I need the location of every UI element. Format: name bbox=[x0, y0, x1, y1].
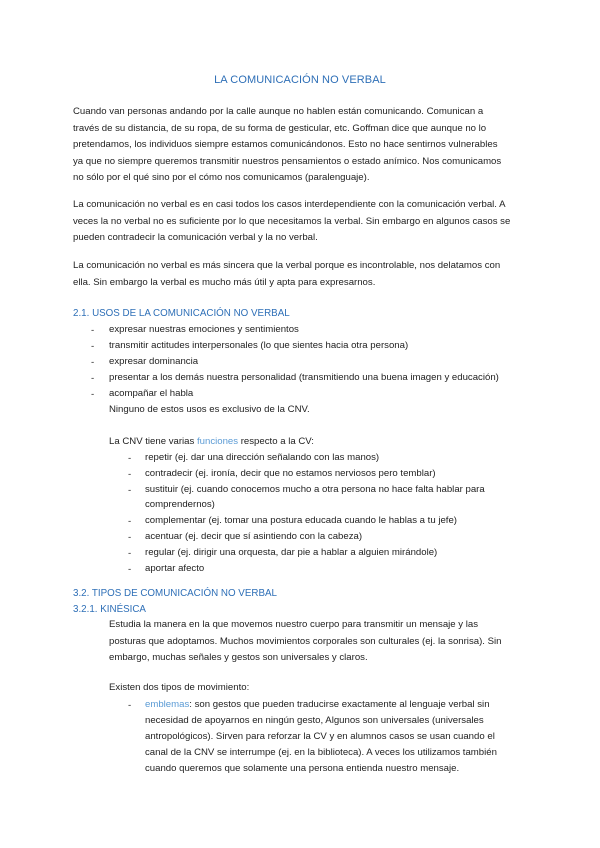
text-line: necesidad de apoyarnos en ningún gesto, Algunos son universales (universales bbox=[145, 715, 484, 726]
functions-intro bbox=[109, 434, 314, 450]
bullet-dash: - bbox=[91, 389, 95, 400]
list-item: aportar afecto bbox=[145, 563, 205, 574]
list-item-emblemas bbox=[145, 697, 490, 713]
bullet-dash: - bbox=[91, 341, 95, 352]
paragraph-3 bbox=[73, 258, 533, 291]
bullet-dash: - bbox=[91, 357, 95, 368]
text-line: canal de la CNV se interrumpe (ej. en la biblioteca). A veces los utilizamos también bbox=[145, 747, 497, 758]
bullet-dash: - bbox=[128, 700, 132, 711]
section-heading-3-2: 3.2. TIPOS DE COMUNICACIÓN NO VERBAL bbox=[73, 588, 277, 599]
paragraph-2 bbox=[73, 197, 533, 247]
bullet-dash: - bbox=[128, 548, 132, 559]
emblemas-keyword: emblemas bbox=[145, 699, 190, 710]
section-heading-2-1: 2.1. USOS DE LA COMUNICACIÓN NO VERBAL bbox=[73, 308, 290, 319]
text-line: ya que no siempre queremos transmitir nuestros pensamientos o estado anímico. Nos comunicamos bbox=[73, 155, 502, 167]
text-line: cuando queremos que solamente una persona entienda nuestro mensaje. bbox=[145, 763, 460, 774]
kinesica-paragraph bbox=[109, 617, 539, 667]
bullet-dash: - bbox=[128, 516, 132, 527]
bullet-dash: - bbox=[91, 325, 95, 336]
list-item: expresar nuestras emociones y sentimientos bbox=[109, 324, 299, 335]
list-item: transmitir actitudes interpersonales (lo que sientes hacia otra persona) bbox=[109, 340, 409, 351]
text-line: La comunicación no verbal es en casi todos los casos interdependiente con la comunicación verbal. A bbox=[73, 199, 506, 210]
bullet-dash: - bbox=[128, 453, 132, 464]
list-item: repetir (ej. dar una dirección señalando con las manos) bbox=[145, 452, 380, 463]
text-line: : son gestos que pueden traducirse exactamente al lenguaje verbal sin bbox=[189, 699, 490, 710]
list-item: acompañar el habla bbox=[109, 388, 194, 399]
list-item: contradecir (ej. ironía, decir que no estamos nerviosos pero temblar) bbox=[145, 468, 436, 479]
list-item-continuation: comprendernos) bbox=[145, 499, 215, 510]
text-line: no sólo por el qué sino por el cómo nos comunicamos (paralenguaje). bbox=[73, 172, 370, 184]
note-text: Ninguno de estos usos es exclusivo de la CNV. bbox=[109, 404, 310, 415]
list-item: presentar a los demás nuestra personalidad (transmitiendo una buena imagen y educación) bbox=[109, 372, 499, 383]
text-line: embargo, muchas señales y gestos son universales y claros. bbox=[109, 652, 368, 664]
text-line: veces la no verbal no es suficiente por lo que necesitamos la verbal. Sin embargo en algunos casos se bbox=[73, 215, 511, 227]
bullet-dash: - bbox=[91, 373, 95, 384]
bullet-dash: - bbox=[128, 564, 132, 575]
intro-paragraph bbox=[73, 104, 533, 187]
functions-pre: La CNV tiene varias bbox=[109, 436, 197, 447]
bullet-dash: - bbox=[128, 485, 132, 496]
list-item: acentuar (ej. decir que sí asintiendo con la cabeza) bbox=[145, 531, 363, 542]
list-item: sustituir (ej. cuando conocemos mucho a otra persona no hace falta hablar para bbox=[145, 484, 485, 495]
page-title: LA COMUNICACIÓN NO VERBAL bbox=[214, 74, 386, 86]
list-item: complementar (ej. tomar una postura educada cuando le hablas a tu jefe) bbox=[145, 515, 457, 526]
list-item: regular (ej. dirigir una orquesta, dar pie a hablar a alguien mirándole) bbox=[145, 547, 438, 558]
text-line: posturas que adoptamos. Muchos movimientos corporales son culturales (ej. la sonrisa). Sin bbox=[109, 635, 502, 647]
text-line: través de su distancia, de su ropa, de su forma de gesticular, etc. Goffman dice que aunque no lo bbox=[73, 122, 487, 134]
functions-keyword: funciones bbox=[196, 436, 239, 447]
text-line: Estudia la manera en la que movemos nuestro cuerpo para transmitir un mensaje y las bbox=[109, 619, 479, 630]
text-line: antropológicos). Sirven para reforzar la CV y en alumnos casos se usan cuando el bbox=[145, 731, 495, 742]
list-item: expresar dominancia bbox=[109, 356, 199, 367]
functions-post: respecto a la CV: bbox=[238, 436, 314, 447]
text-line: pueden contradecir la comunicación verbal y la no verbal. bbox=[73, 232, 318, 244]
subsection-heading-kinesica: 3.2.1. KINÉSICA bbox=[73, 604, 146, 615]
text-line: ella. Sin embargo la verbal es mucho más útil y apta para expresarnos. bbox=[73, 276, 376, 288]
types-intro: Existen dos tipos de movimiento: bbox=[109, 682, 250, 693]
text-line: La comunicación no verbal es más sincera que la verbal porque es incontrolable, nos delatamos con bbox=[73, 260, 501, 271]
text-line: pretendamos, los individuos siempre estamos comunicándonos. Esto no hace sentirnos vulnerables bbox=[73, 139, 498, 151]
text-line: Cuando van personas andando por la calle aunque no hablen están comunicando. Comunican a bbox=[73, 106, 484, 117]
bullet-dash: - bbox=[128, 532, 132, 543]
bullet-dash: - bbox=[128, 469, 132, 480]
